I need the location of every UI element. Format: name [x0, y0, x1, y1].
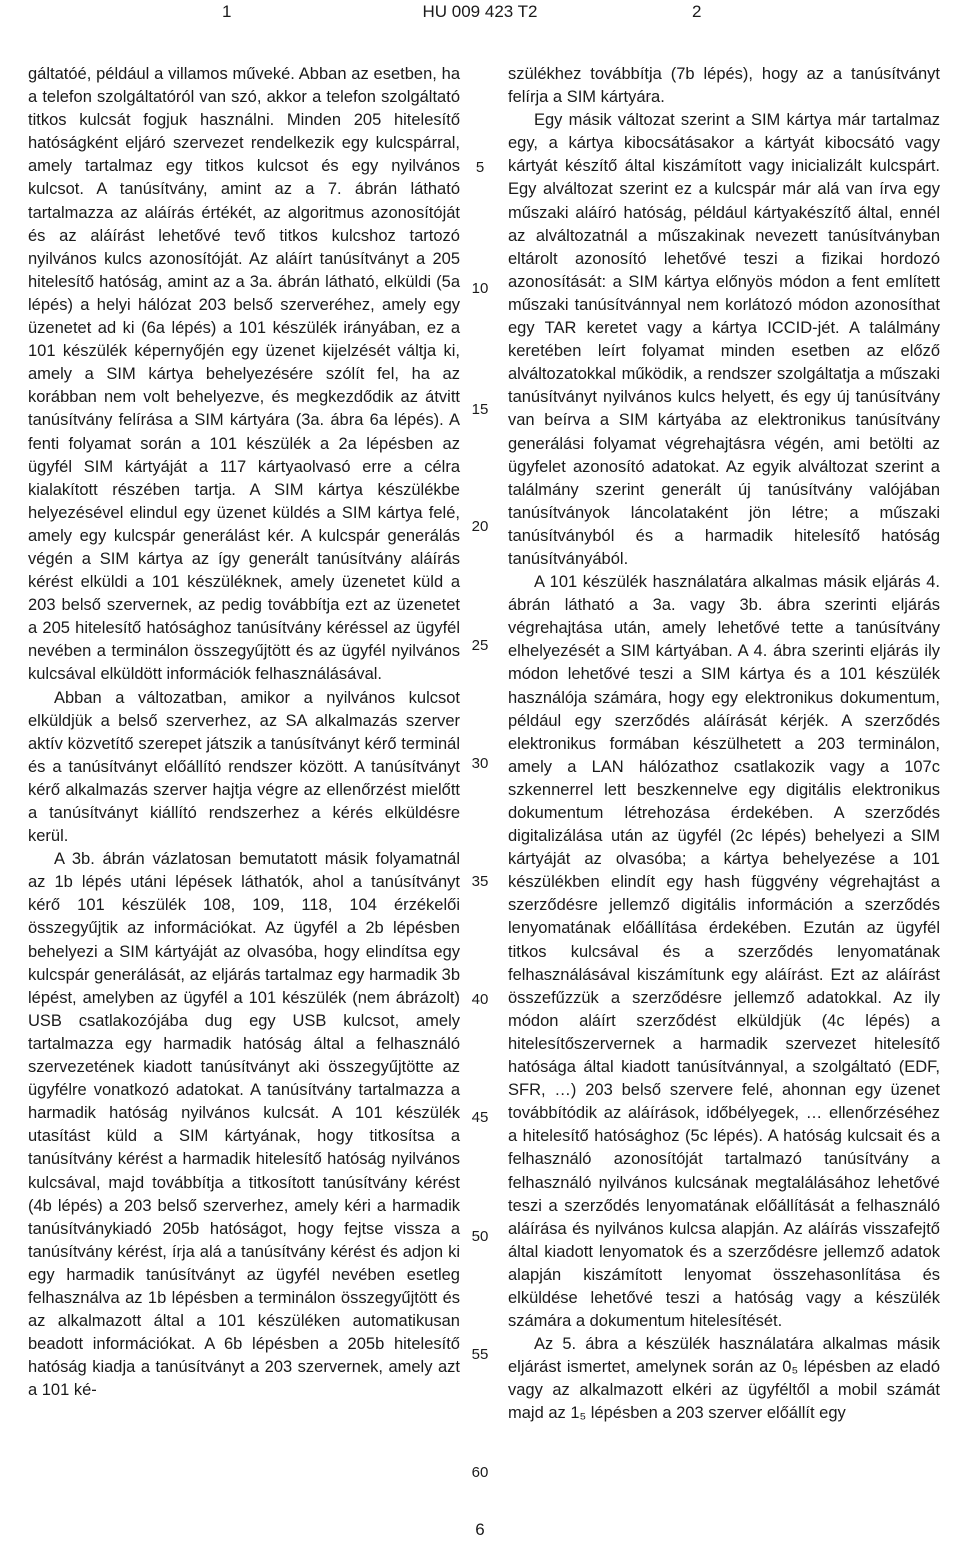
paragraph: Abban a változatban, amikor a nyilvános kulcsot elküldjük a belső szerverhez, az SA alkalmazás szerver aktív közvetítő szerepet játszik a tanúsítványt kérő terminál és a tanúsítványt előállító rendszer között. A tanúsítványt kérő alkalmazás szerver hajtja végre az ellenőrzést mielőtt a tanúsítványt kiállító rendszerhez a kérés elküldésre kerül.: [28, 688, 460, 846]
paragraph: Egy másik változat szerint a SIM kártya már tartalmaz egy, a kártya kibocsátásakor a kártyát kibocsátó vagy kártyát készítő által kiszámított vagy inicializált kulcspárt. Egy alváltozat szerint ez a kulcspár már alá van írva egy műszaki aláíró hatóság, például kártyakészítő által, ennél az alváltozatnál a műszakinak nevezett tanúsítványban eltárolt azonosító lehetővé teszi a fizikai hordozó azonosítását: a SIM kártya előnyös módon a fent említett műszaki tanúsítvánnyal nem korlátozó módon azonosíthat egy TAR keretet vagy a kártya ICCID-jét. A találmány keretében leírt folyamat minden esetben az előző alváltozatokkal működik, a rendszer szolgáltatja a műszaki tanúsítványt nyilvános kulcs helyett, és egy új tanúsítvány van beírva a SIM kártyába az elektronikus tanúsítvány generálási folyamat végrehajtásra végén, ami betölti az ügyfelet azonosító adatokat. Az egyik alváltozat szerint a találmány szerint generált új tanúsítvány valójában tanúsítványok láncolataként jön létre; a műszaki tanúsítványból és a harmadik hitelesítő hatóság tanúsítványából.: [508, 111, 940, 568]
header-left-page-number: 1: [222, 2, 232, 21]
header-right-page-number: 2: [692, 2, 702, 21]
line-number: 35: [471, 873, 489, 890]
line-number: 55: [471, 1346, 489, 1363]
paragraph: gáltatóé, például a villamos műveké. Abban az esetben, ha a telefon szolgáltatóról van szó, akkor a telefon szolgáltató titkos kulcsát fogjuk használni. Minden 205 hitelesítő hatóságként eljáró szervezet rendelkezik egy kulcspárral, amely tartalmaz egy titkos kulcsot és egy nyilvános kulcsot. A tanúsítvány, amint az a 7. ábrán látható tartalmazza az aláírás értékét, az algoritmus azonosítóját és az aláírást lehetővé tevő titkos kulcshoz tartozó nyilvános kulcs azonosítóját. Az aláírt tanúsítványt a 205 hitelesítő hatóság, amint az a 3a. ábrán látható, elküldi (5a lépés) a helyi hálózat 203 belső szerveréhez, amely egy üzenetet ad ki (6a lépés) a 101 készülék irányában, ez a 101 készülék képernyőjén egy üzenet kijelzését váltja ki, amely a SIM kártya behelyezésére szólít fel, ha az korábban nem volt behelyezve, és megkezdődik az átvitt tanúsítvány felírása a SIM kártyára (3a. ábra 6a lépés). A fenti folyamat során a 101 készülék a 2a lépésben az ügyfél SIM kártyáját a 117 kártyaolvasó erre a célra kialakított részében tartja. A SIM kártya készülékbe helyezésével elindul egy üzenet küldés a SIM kártya felé, amely egy kulcspár generálást kér. A kulcspár generálás végén a SIM kártya az így generált tanúsítvány aláírás kérést elküldi a 101 készüléknek, amely üzenetet küld a 203 belső szervernek, az pedig továbbítja ezt az üzenetet a 205 hitelesítő hatósághoz tanúsítvány kéréssel az ügyfél nevében a terminálon összegyűjtött és az ügyfél nyilvános kulcsával elküldött információk felhasználásával.: [28, 65, 460, 684]
line-number: 20: [471, 518, 489, 535]
line-number: 50: [471, 1228, 489, 1245]
paragraph: szülékhez továbbítja (7b lépés), hogy az a tanúsítványt felírja a SIM kártyára.: [508, 65, 940, 107]
line-number: 25: [471, 637, 489, 654]
paragraph: A 3b. ábrán vázlatosan bemutatott másik folyamatnál az 1b lépés utáni lépések láthatók, ahol a tanúsítványt kérő 101 készülék 108, 109, 118, 104 érzékelői összegyűjtik az információkat. Az ügyfél a 2b lépésben behelyezi a SIM kártyáját az olvasóba, hogy elindítsa egy kulcspár generálását, az eljárás tartalmaz egy harmadik 3b lépést, amelyben az ügyfél a 101 készülék (nem ábrázolt) USB csatlakozójába dug egy USB kulcsot, amely tartalmazza egy harmadik hatóság által a felhasználó szervezetének kiadott tanúsítványt aki összegyűjtötte az ügyfélre vonatkozó adatokat. A tanúsítvány tartalmazza a harmadik hatóság nyilvános kulcsát. A 101 készülék utasítást küld a SIM kártyának, hogy titkosítsa a tanúsítvány kérést a harmadik hitelesítő hatóság nyilvános kulcsával, majd továbbítja a titkosított tanúsítvány kérést (4b lépés) a 203 belső szerverhez, amely kéri a harmadik tanúsítványkiadó 205b hatóságot, hogy fejtse vissza a tanúsítvány kérést, írja alá a tanúsítvány kérést és adjon ki egy harmadik tanúsítványt az ügyfél nevében esetleg felhasználva az 1b lépésben a terminálon összegyűjtött és az alkalmazott által a 101 készüléken automatikusan beadott információkat. A 6b lépésben a 205b hitelesítő hatóság kiadja a tanúsítványt a 203 szervernek, amely azt a 101 ké-: [28, 850, 460, 1400]
left-column: [28, 63, 460, 1402]
paragraph: Az 5. ábra a készülék használatára alkalmas másik eljárást ismertet, amelynek során az 0₅ lépésben az eladó vagy az alkalmazott elkéri az ügyféltől a mobil számát majd az 1₅ lépésben a 203 szerver előállít egy: [508, 1335, 940, 1423]
right-column: [508, 63, 940, 1426]
line-number: 60: [471, 1464, 489, 1481]
line-number: 45: [471, 1109, 489, 1126]
line-number: 30: [471, 755, 489, 772]
line-number: 15: [471, 401, 489, 418]
header-patent-number: HU 009 423 T2: [422, 2, 538, 21]
line-number: 40: [471, 991, 489, 1008]
footer-page-number: 6: [475, 1520, 485, 1539]
line-number: 10: [471, 280, 489, 297]
paragraph: A 101 készülék használatára alkalmas másik eljárás 4. ábrán látható a 3a. vagy 3b. ábra szerinti eljárás végrehajtása után, amely lehetővé tette a tanúsítvány elhelyezését a SIM kártyában. A 4. ábra szerinti eljárás ily módon lehetővé teszi a SIM kártya és a 101 készülék használója számára, hogy egy elektronikus dokumentum, például egy szerződés aláírását kérjék. A szerződés elektronikus formában készülhetett a 203 terminálon, amely a LAN hálózathoz csatlakozik vagy a 107c szkennerrel lett beszkennelve egy digitális elektronikus dokumentum létrehozása érdekében. A szerződés digitalizálása után az ügyfél (2c lépés) behelyezi a SIM kártyáját az olvasóba; a kártya behelyezése a 101 készülékben elindít egy hash függvény végrehajtást a szerződésre jellemző digitális információn a szerződés lenyomatának előállítása érdekében. Ezután az ügyfél titkos kulcsával és a szerződés lenyomatának felhasználásával kiszámítunk egy aláírást. Ezt az aláírást összefűzzük a szerződésre jellemző adatokkal. Az ily módon aláírt szerződést elküldjük (4c lépés) a hitelesítőszervernek a harmadik szervezet hitelesítő hatósága által kiadott tanúsítvánnyal, a szolgáltató (EDF, SFR, …) 203 belső szervere felé, ahonnan egy üzenet továbbítódik az aláírások, időbélyegek, … ellenőrzéséhez a hitelesítő hatósághoz (5c lépés). A hatóság kulcsait és a felhasználó azonosítóját tartalmazó tanúsítvány a felhasználó nyilvános kulcsának megtalálásához lehetővé teszi a szerződés lenyomatának előállítását a felhasználó aláírása és nyilvános kulcsa alapján. Az aláírás visszafejtő által kiadott lenyomatok és a szerződésre jellemző adatok alapján kiszámított lenyomat összehasonlítása és elküldése lehetővé teszi a hatóság vagy a készülék számára a dokumentum hitelesítését.: [508, 573, 940, 1331]
line-number: 5: [475, 159, 485, 176]
